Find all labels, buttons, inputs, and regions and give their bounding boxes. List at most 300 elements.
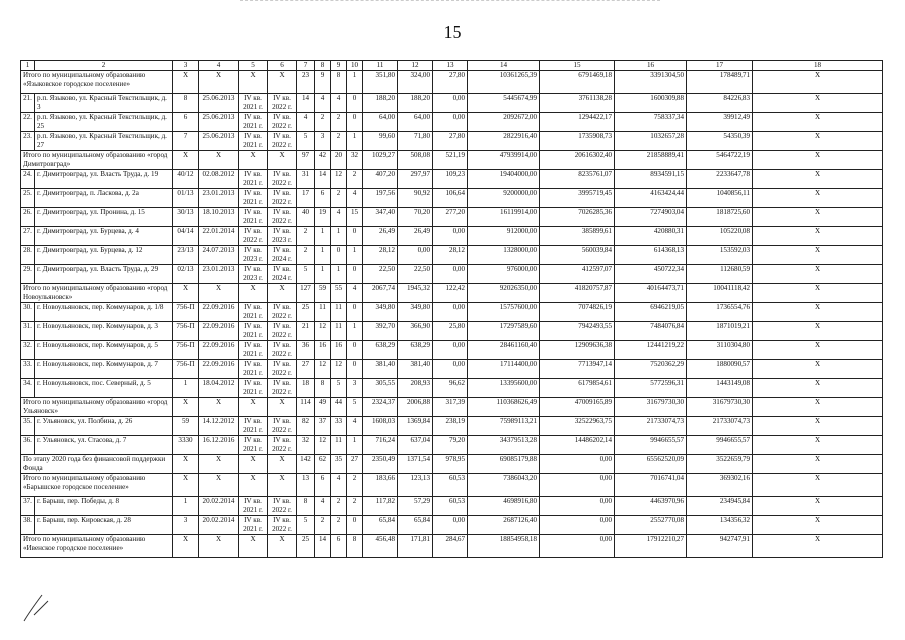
column-number-row: [21, 61, 883, 71]
value-col-7: 5: [297, 132, 315, 151]
value-col-17: 105220,08: [687, 227, 753, 246]
column-number: 9: [331, 61, 347, 71]
value-col-13: 28,12: [433, 246, 468, 265]
value-col-6: IV кв. 2022 г.: [268, 113, 297, 132]
value-col-14: 17297589,60: [468, 322, 540, 341]
row-number: 25.: [21, 189, 35, 208]
value-col-8: 62: [315, 455, 331, 474]
value-col-8: 9: [315, 71, 331, 94]
table-row: [21, 208, 883, 227]
value-col-13: 521,19: [433, 151, 468, 170]
value-col-15: 0,00: [540, 455, 615, 474]
value-col-9: 11: [331, 303, 347, 322]
value-col-16: 7016741,04: [615, 474, 687, 497]
value-col-11: 638,29: [363, 341, 398, 360]
value-col-5: X: [239, 398, 268, 417]
value-col-15: 560039,84: [540, 246, 615, 265]
value-col-14: 7386043,20: [468, 474, 540, 497]
value-col-16: 3391304,50: [615, 71, 687, 94]
value-col-8: 6: [315, 189, 331, 208]
handwritten-mark: [20, 585, 60, 625]
value-col-5: X: [239, 535, 268, 558]
row-number: 22.: [21, 113, 35, 132]
column-number: 3: [173, 61, 199, 71]
column-number: 13: [433, 61, 468, 71]
value-col-5: IV кв. 2022 г.: [239, 227, 268, 246]
value-col-10: 0: [347, 265, 363, 284]
value-col-17: 369302,16: [687, 474, 753, 497]
value-col-6: X: [268, 398, 297, 417]
value-col-11: 2067,74: [363, 284, 398, 303]
value-col-17: 9946655,57: [687, 436, 753, 455]
value-col-12: 90,92: [398, 189, 433, 208]
value-col-3: X: [173, 398, 199, 417]
value-col-18: X: [753, 398, 883, 417]
value-col-13: 0,00: [433, 303, 468, 322]
column-number: 17: [687, 61, 753, 71]
value-col-8: 12: [315, 322, 331, 341]
value-col-10: 1: [347, 132, 363, 151]
value-col-10: 2: [347, 474, 363, 497]
value-col-7: 2: [297, 227, 315, 246]
value-col-4: 20.02.2014: [199, 516, 239, 535]
value-col-15: 0,00: [540, 516, 615, 535]
value-col-11: 2324,37: [363, 398, 398, 417]
value-col-13: 0,00: [433, 227, 468, 246]
value-col-15: 0,00: [540, 474, 615, 497]
value-col-11: 2350,49: [363, 455, 398, 474]
value-col-15: 12909636,38: [540, 341, 615, 360]
value-col-6: IV кв. 2022 г.: [268, 322, 297, 341]
value-col-13: 25,80: [433, 322, 468, 341]
value-col-7: 31: [297, 170, 315, 189]
value-col-8: 49: [315, 398, 331, 417]
total-row: [21, 474, 883, 497]
value-col-4: 22.09.2016: [199, 303, 239, 322]
value-col-13: 238,19: [433, 417, 468, 436]
total-row: [21, 71, 883, 94]
table-row: [21, 322, 883, 341]
value-col-9: 16: [331, 341, 347, 360]
value-col-16: 9946655,57: [615, 436, 687, 455]
value-col-18: X: [753, 474, 883, 497]
value-col-4: 23.01.2013: [199, 189, 239, 208]
value-col-8: 3: [315, 132, 331, 151]
value-col-3: 01/13: [173, 189, 199, 208]
value-col-11: 1029,27: [363, 151, 398, 170]
address: г. Димитровград, ул. Бурцева, д. 12: [35, 246, 173, 265]
value-col-17: 3522659,79: [687, 455, 753, 474]
row-number: 27.: [21, 227, 35, 246]
value-col-15: 1294422,17: [540, 113, 615, 132]
value-col-17: 1871019,21: [687, 322, 753, 341]
value-col-8: 14: [315, 535, 331, 558]
value-col-14: 5445674,99: [468, 94, 540, 113]
value-col-18: X: [753, 132, 883, 151]
value-col-4: 16.12.2016: [199, 436, 239, 455]
value-col-12: 637,04: [398, 436, 433, 455]
value-col-12: 1945,32: [398, 284, 433, 303]
row-number: 37.: [21, 497, 35, 516]
value-col-12: 324,00: [398, 71, 433, 94]
row-name: Итого по муниципальному образованию «город Новоульяновск»: [21, 284, 173, 303]
value-col-16: 7520362,29: [615, 360, 687, 379]
value-col-16: 2552770,08: [615, 516, 687, 535]
address: р.п. Языково, ул. Красный Текстильщик, д. 27: [35, 132, 173, 151]
value-col-15: 8235761,07: [540, 170, 615, 189]
value-col-16: 6946219,05: [615, 303, 687, 322]
value-col-7: 2: [297, 246, 315, 265]
value-col-12: 349,80: [398, 303, 433, 322]
value-col-13: 60,53: [433, 474, 468, 497]
value-col-16: 4463970,96: [615, 497, 687, 516]
value-col-9: 11: [331, 322, 347, 341]
value-col-3: 04/14: [173, 227, 199, 246]
row-number: 36.: [21, 436, 35, 455]
value-col-4: 24.07.2013: [199, 246, 239, 265]
value-col-9: 6: [331, 535, 347, 558]
value-col-8: 12: [315, 360, 331, 379]
column-number: 2: [35, 61, 173, 71]
value-col-8: 2: [315, 516, 331, 535]
value-col-12: 22,50: [398, 265, 433, 284]
value-col-13: 109,23: [433, 170, 468, 189]
value-col-7: 40: [297, 208, 315, 227]
value-col-10: 2: [347, 497, 363, 516]
value-col-13: 317,39: [433, 398, 468, 417]
value-col-18: X: [753, 535, 883, 558]
value-col-18: X: [753, 417, 883, 436]
value-col-16: 21733074,73: [615, 417, 687, 436]
value-col-4: X: [199, 455, 239, 474]
value-col-7: 5: [297, 516, 315, 535]
value-col-11: 99,60: [363, 132, 398, 151]
value-col-6: IV кв. 2022 г.: [268, 341, 297, 360]
value-col-3: 3330: [173, 436, 199, 455]
value-col-5: X: [239, 284, 268, 303]
row-number: 33.: [21, 360, 35, 379]
value-col-9: 2: [331, 132, 347, 151]
value-col-11: 407,20: [363, 170, 398, 189]
row-name: По этапу 2020 года без финансовой поддержки Фонда: [21, 455, 173, 474]
value-col-6: X: [268, 71, 297, 94]
table-row: [21, 303, 883, 322]
value-col-12: 64,00: [398, 113, 433, 132]
value-col-9: 0: [331, 246, 347, 265]
value-col-11: 456,48: [363, 535, 398, 558]
value-col-3: 1: [173, 379, 199, 398]
value-col-6: X: [268, 474, 297, 497]
value-col-5: IV кв. 2021 г.: [239, 94, 268, 113]
value-col-18: X: [753, 341, 883, 360]
value-col-7: 32: [297, 436, 315, 455]
value-col-14: 2687126,40: [468, 516, 540, 535]
value-col-14: 28461160,40: [468, 341, 540, 360]
address: г. Димитровград, ул. Бурцева, д. 4: [35, 227, 173, 246]
column-number: 4: [199, 61, 239, 71]
value-col-9: 2: [331, 497, 347, 516]
value-col-13: 978,95: [433, 455, 468, 474]
column-number: 14: [468, 61, 540, 71]
value-col-8: 42: [315, 151, 331, 170]
value-col-10: 0: [347, 94, 363, 113]
value-col-9: 12: [331, 360, 347, 379]
value-col-4: X: [199, 474, 239, 497]
value-col-10: 0: [347, 341, 363, 360]
total-row: [21, 284, 883, 303]
value-col-5: IV кв. 2021 г.: [239, 516, 268, 535]
value-col-9: 11: [331, 436, 347, 455]
value-col-7: 27: [297, 360, 315, 379]
row-number: 29.: [21, 265, 35, 284]
address: г. Ульяновск, ул. Полбина, д. 26: [35, 417, 173, 436]
value-col-7: 21: [297, 322, 315, 341]
value-col-8: 19: [315, 208, 331, 227]
value-col-13: 27,80: [433, 71, 468, 94]
value-col-3: 6: [173, 113, 199, 132]
value-col-14: 75989113,21: [468, 417, 540, 436]
table-row: [21, 246, 883, 265]
value-col-3: 7: [173, 132, 199, 151]
value-col-17: 1736554,76: [687, 303, 753, 322]
value-col-13: 0,00: [433, 94, 468, 113]
value-col-12: 0,00: [398, 246, 433, 265]
value-col-10: 1: [347, 246, 363, 265]
column-number: 5: [239, 61, 268, 71]
value-col-18: X: [753, 284, 883, 303]
value-col-7: 25: [297, 535, 315, 558]
value-col-5: IV кв. 2021 г.: [239, 113, 268, 132]
value-col-18: X: [753, 455, 883, 474]
table-row: [21, 132, 883, 151]
value-col-10: 5: [347, 398, 363, 417]
row-number: 23.: [21, 132, 35, 151]
table-row: [21, 497, 883, 516]
value-col-17: 31679730,30: [687, 398, 753, 417]
value-col-10: 4: [347, 284, 363, 303]
row-number: 38.: [21, 516, 35, 535]
value-col-15: 7713947,14: [540, 360, 615, 379]
value-col-14: 34379513,28: [468, 436, 540, 455]
column-number: 15: [540, 61, 615, 71]
value-col-17: 21733074,73: [687, 417, 753, 436]
value-col-10: 4: [347, 189, 363, 208]
value-col-6: X: [268, 151, 297, 170]
value-col-8: 1: [315, 227, 331, 246]
value-col-9: 33: [331, 417, 347, 436]
value-col-18: X: [753, 94, 883, 113]
value-col-3: X: [173, 535, 199, 558]
value-col-7: 4: [297, 113, 315, 132]
value-col-15: 6179854,61: [540, 379, 615, 398]
value-col-15: 1735908,73: [540, 132, 615, 151]
value-col-12: 171,81: [398, 535, 433, 558]
column-number: 1: [21, 61, 35, 71]
row-number: 30.: [21, 303, 35, 322]
value-col-17: 942747,91: [687, 535, 753, 558]
value-col-13: 106,64: [433, 189, 468, 208]
value-col-15: 47009165,89: [540, 398, 615, 417]
value-col-9: 2: [331, 113, 347, 132]
row-name: Итого по муниципальному образованию «город Димитровград»: [21, 151, 173, 170]
value-col-12: 638,29: [398, 341, 433, 360]
value-col-11: 188,20: [363, 94, 398, 113]
total-row: [21, 398, 883, 417]
address: г. Барыш, пер. Кировская, д. 28: [35, 516, 173, 535]
value-col-13: 0,00: [433, 265, 468, 284]
value-col-17: 234945,84: [687, 497, 753, 516]
value-col-5: IV кв. 2023 г.: [239, 246, 268, 265]
value-col-16: 420880,31: [615, 227, 687, 246]
value-col-5: IV кв. 2021 г.: [239, 417, 268, 436]
value-col-12: 366,90: [398, 322, 433, 341]
value-col-4: X: [199, 535, 239, 558]
value-col-6: IV кв. 2022 г.: [268, 94, 297, 113]
value-col-14: 15757600,00: [468, 303, 540, 322]
value-col-9: 1: [331, 265, 347, 284]
value-col-15: 14486202,14: [540, 436, 615, 455]
value-col-17: 1880090,57: [687, 360, 753, 379]
value-col-14: 69085179,88: [468, 455, 540, 474]
value-col-4: 02.08.2012: [199, 170, 239, 189]
value-col-5: IV кв. 2021 г.: [239, 189, 268, 208]
value-col-18: X: [753, 322, 883, 341]
value-col-4: 23.01.2013: [199, 265, 239, 284]
value-col-3: X: [173, 71, 199, 94]
value-col-14: 19404000,00: [468, 170, 540, 189]
value-col-3: X: [173, 284, 199, 303]
value-col-16: 5772596,31: [615, 379, 687, 398]
value-col-13: 0,00: [433, 341, 468, 360]
value-col-7: 17: [297, 189, 315, 208]
value-col-9: 8: [331, 71, 347, 94]
value-col-4: 22.09.2016: [199, 341, 239, 360]
row-name: Итого по муниципальному образованию «Барышское городское поселение»: [21, 474, 173, 497]
value-col-8: 2: [315, 113, 331, 132]
address: р.п. Языково, ул. Красный Текстильщик, д. 3: [35, 94, 173, 113]
value-col-6: IV кв. 2022 г.: [268, 303, 297, 322]
value-col-5: IV кв. 2021 г.: [239, 208, 268, 227]
value-col-3: 59: [173, 417, 199, 436]
value-col-15: 412597,07: [540, 265, 615, 284]
table-row: [21, 360, 883, 379]
value-col-18: X: [753, 436, 883, 455]
table-body: [21, 61, 883, 558]
value-col-6: IV кв. 2022 г.: [268, 132, 297, 151]
value-col-4: X: [199, 398, 239, 417]
row-number: 34.: [21, 379, 35, 398]
column-number: 8: [315, 61, 331, 71]
value-col-8: 1: [315, 265, 331, 284]
row-number: 24.: [21, 170, 35, 189]
value-col-15: 41820757,87: [540, 284, 615, 303]
value-col-15: 6791469,18: [540, 71, 615, 94]
value-col-16: 614368,13: [615, 246, 687, 265]
value-col-7: 82: [297, 417, 315, 436]
value-col-7: 5: [297, 265, 315, 284]
value-col-14: 10361265,39: [468, 71, 540, 94]
value-col-5: IV кв. 2021 г.: [239, 360, 268, 379]
value-col-15: 3995719,45: [540, 189, 615, 208]
table-row: [21, 227, 883, 246]
value-col-10: 1: [347, 436, 363, 455]
value-col-12: 508,08: [398, 151, 433, 170]
value-col-16: 65562520,09: [615, 455, 687, 474]
value-col-16: 17912210,27: [615, 535, 687, 558]
value-col-9: 20: [331, 151, 347, 170]
value-col-9: 44: [331, 398, 347, 417]
value-col-11: 349,80: [363, 303, 398, 322]
value-col-18: X: [753, 208, 883, 227]
column-number: 11: [363, 61, 398, 71]
value-col-14: 2822916,40: [468, 132, 540, 151]
table-row: [21, 417, 883, 436]
value-col-11: 347,40: [363, 208, 398, 227]
value-col-11: 716,24: [363, 436, 398, 455]
value-col-10: 0: [347, 113, 363, 132]
value-col-13: 277,20: [433, 208, 468, 227]
page-number: 15: [443, 22, 462, 42]
address: р.п. Языково, ул. Красный Текстильщик, д. 25: [35, 113, 173, 132]
value-col-5: IV кв. 2021 г.: [239, 132, 268, 151]
address: г. Барыш, пер. Победы, д. 8: [35, 497, 173, 516]
value-col-7: 25: [297, 303, 315, 322]
value-col-12: 65,84: [398, 516, 433, 535]
value-col-14: 13395600,00: [468, 379, 540, 398]
value-col-15: 7026285,36: [540, 208, 615, 227]
address: г. Димитровград, п. Ласкова, д. 2а: [35, 189, 173, 208]
value-col-9: 2: [331, 189, 347, 208]
value-col-11: 28,12: [363, 246, 398, 265]
value-col-14: 110368626,49: [468, 398, 540, 417]
value-col-8: 37: [315, 417, 331, 436]
value-col-10: 0: [347, 360, 363, 379]
value-col-13: 0,00: [433, 516, 468, 535]
value-col-13: 122,42: [433, 284, 468, 303]
value-col-6: IV кв. 2022 г.: [268, 208, 297, 227]
value-col-18: X: [753, 303, 883, 322]
value-col-8: 16: [315, 341, 331, 360]
value-col-10: 4: [347, 417, 363, 436]
value-col-7: 23: [297, 71, 315, 94]
value-col-18: X: [753, 71, 883, 94]
value-col-14: 4698916,80: [468, 497, 540, 516]
value-col-14: 2092672,00: [468, 113, 540, 132]
value-col-3: 756-П: [173, 341, 199, 360]
value-col-13: 79,20: [433, 436, 468, 455]
column-number: 7: [297, 61, 315, 71]
value-col-3: 1: [173, 497, 199, 516]
value-col-6: IV кв. 2022 г.: [268, 436, 297, 455]
row-name: Итого по муниципальному образованию «Ивенское городское поселение»: [21, 535, 173, 558]
value-col-4: 14.12.2012: [199, 417, 239, 436]
value-col-14: 18854958,18: [468, 535, 540, 558]
value-col-10: 32: [347, 151, 363, 170]
row-number: 31.: [21, 322, 35, 341]
value-col-4: X: [199, 71, 239, 94]
value-col-11: 117,82: [363, 497, 398, 516]
value-col-12: 123,13: [398, 474, 433, 497]
value-col-18: X: [753, 151, 883, 170]
value-col-7: 8: [297, 497, 315, 516]
total-row: [21, 151, 883, 170]
value-col-11: 197,56: [363, 189, 398, 208]
value-col-18: X: [753, 113, 883, 132]
value-col-11: 351,80: [363, 71, 398, 94]
value-col-11: 1608,03: [363, 417, 398, 436]
value-col-14: 912000,00: [468, 227, 540, 246]
value-col-12: 57,29: [398, 497, 433, 516]
